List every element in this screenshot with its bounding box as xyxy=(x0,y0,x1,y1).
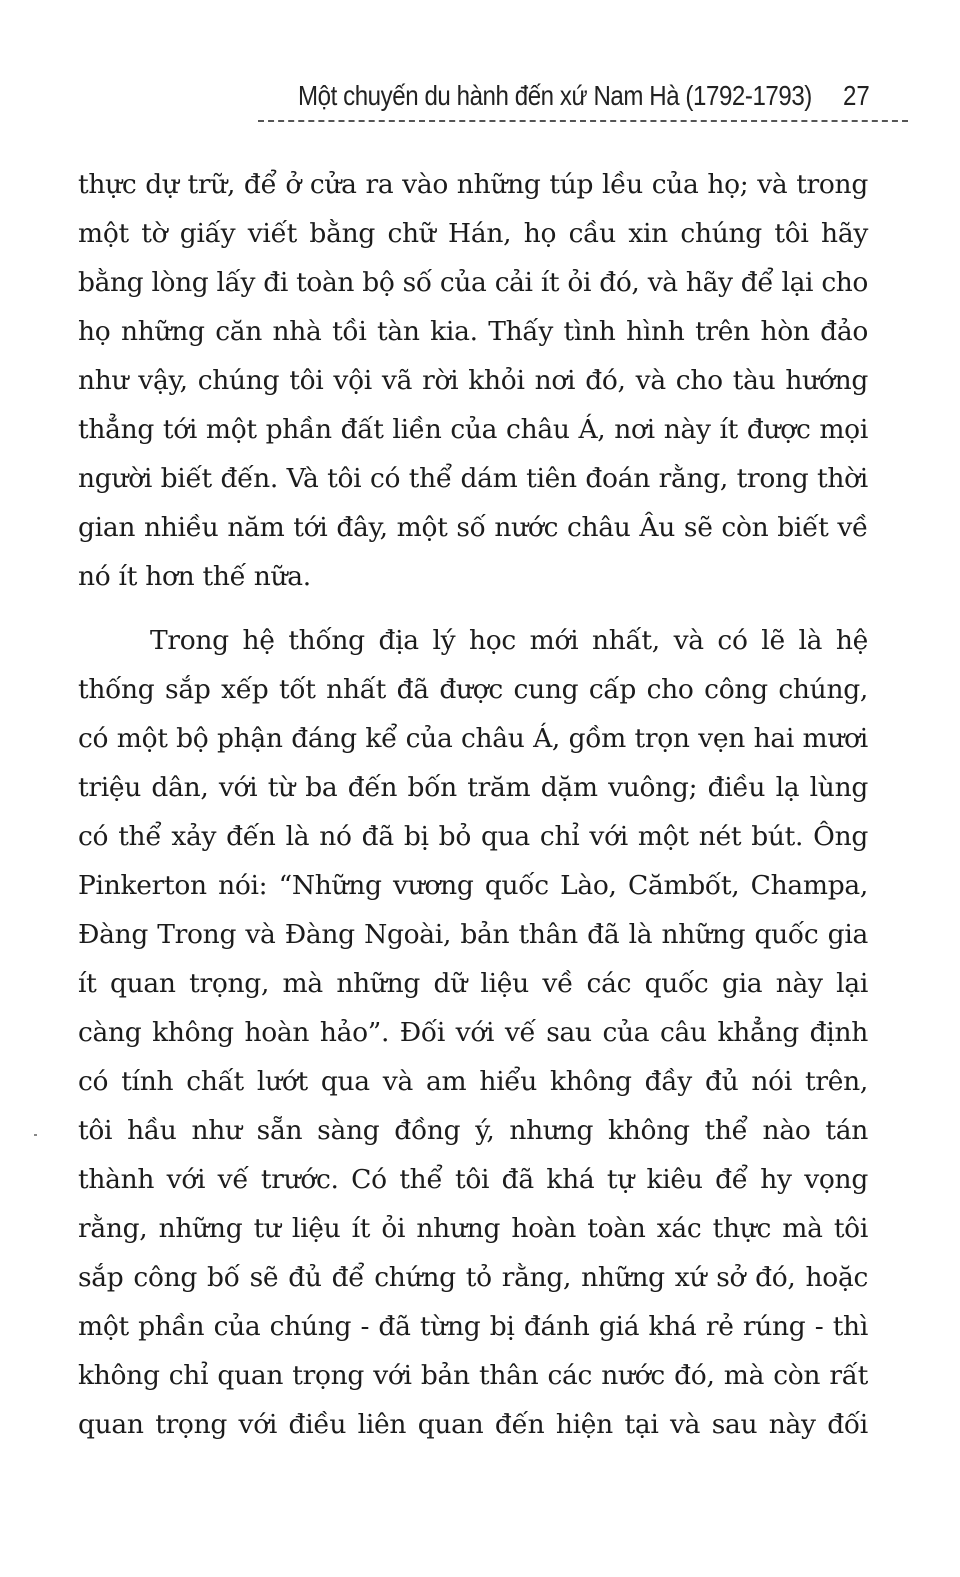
text-line: thống sắp xếp tốt nhất đã được cung cấp cho công chúng, xyxy=(78,674,868,705)
text-line: Đàng Trong và Đàng Ngoài, bản thân đã là những quốc gia xyxy=(78,919,868,950)
header-title: Một chuyến du hành đến xứ Nam Hà (1792-1793) xyxy=(298,80,812,111)
text-line: quan trọng với điều liên quan đến hiện tại và sau này đối xyxy=(78,1409,868,1440)
text-line: một phần của chúng - đã từng bị đánh giá khá rẻ rúng - thì xyxy=(78,1311,868,1342)
text-line: ít quan trọng, mà những dữ liệu về các quốc gia này lại xyxy=(78,968,868,999)
text-line: có thể xảy đến là nó đã bị bỏ qua chỉ với một nét bút. Ông xyxy=(78,821,868,852)
text-line: không chỉ quan trọng với bản thân các nước đó, mà còn rất xyxy=(78,1360,868,1391)
text-line: thực dự trữ, để ở cửa ra vào những túp lều của họ; và trong xyxy=(78,169,868,200)
text-line: một tờ giấy viết bằng chữ Hán, họ cầu xin chúng tôi hãy xyxy=(78,218,868,249)
body-text xyxy=(78,160,868,1449)
text-line: càng không hoàn hảo”. Đối với vế sau của câu khẳng định xyxy=(78,1017,868,1048)
text-line: người biết đến. Và tôi có thể dám tiên đoán rằng, trong thời xyxy=(78,463,868,494)
paragraph-2 xyxy=(78,616,868,1449)
page-number: 27 xyxy=(843,80,870,111)
text-line: gian nhiều năm tới đây, một số nước châu Âu sẽ còn biết về xyxy=(78,512,868,543)
text-line: nó ít hơn thế nữa. xyxy=(78,561,311,592)
text-line: sắp công bố sẽ đủ để chứng tỏ rằng, những xứ sở đó, hoặc xyxy=(78,1262,868,1293)
scan-speck xyxy=(34,1134,37,1136)
text-line: rằng, những tư liệu ít ỏi nhưng hoàn toàn xác thực mà tôi xyxy=(78,1213,868,1244)
text-line: triệu dân, với từ ba đến bốn trăm dặm vuông; điều lạ lùng xyxy=(78,772,868,803)
text-line: thành với vế trước. Có thể tôi đã khá tự kiêu để hy vọng xyxy=(78,1164,868,1195)
paragraph-1 xyxy=(78,160,868,601)
running-header xyxy=(258,78,908,122)
text-line: họ những căn nhà tồi tàn kia. Thấy tình hình trên hòn đảo xyxy=(78,316,868,347)
text-line: có một bộ phận đáng kể của châu Á, gồm trọn vẹn hai mươi xyxy=(78,723,868,754)
text-line: Pinkerton nói: “Những vương quốc Lào, Cămbốt, Champa, xyxy=(78,870,868,901)
text-line: tôi hầu như sẵn sàng đồng ý, nhưng không thể nào tán xyxy=(78,1115,868,1146)
header-dashed-rule xyxy=(258,120,908,122)
text-line: Trong hệ thống địa lý học mới nhất, và có lẽ là hệ xyxy=(150,625,868,656)
text-line: có tính chất lướt qua và am hiểu không đầy đủ nói trên, xyxy=(78,1066,868,1097)
text-line: bằng lòng lấy đi toàn bộ số của cải ít ỏi đó, và hãy để lại cho xyxy=(78,267,868,298)
text-line: thẳng tới một phần đất liền của châu Á, nơi này ít được mọi xyxy=(78,414,868,445)
paragraph-spacer xyxy=(78,601,868,616)
text-line: như vậy, chúng tôi vội vã rời khỏi nơi đó, và cho tàu hướng xyxy=(78,365,868,396)
